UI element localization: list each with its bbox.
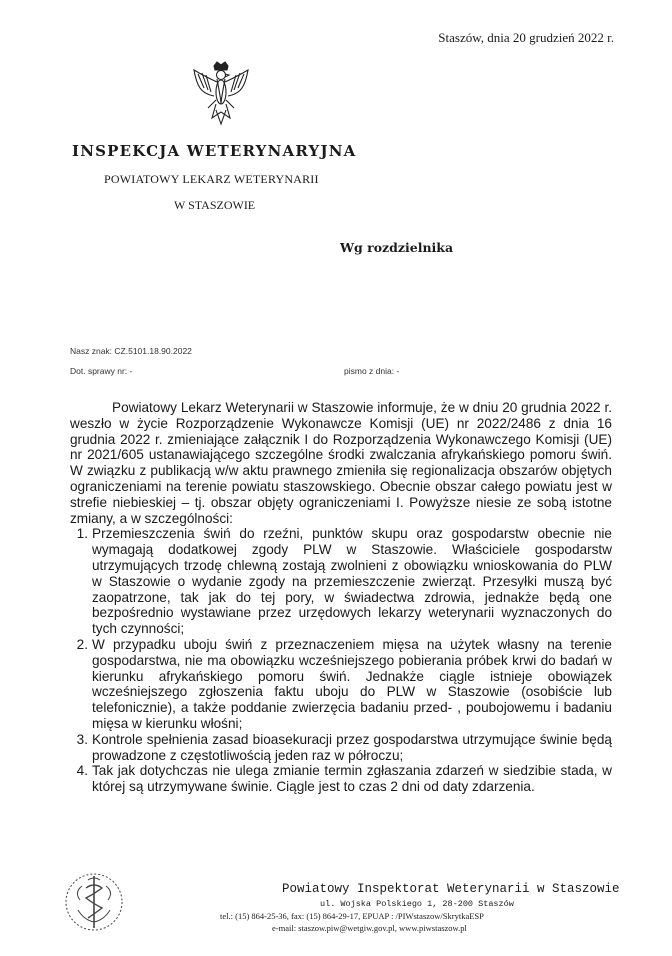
footer-email: e-mail: staszow.piw@wetgiw.gov.pl, www.piwstaszow.pl	[272, 923, 467, 933]
list-item	[70, 637, 612, 732]
list-item	[70, 732, 612, 764]
polish-eagle-emblem	[190, 60, 252, 130]
office-name: POWIATOWY LEKARZ WETERYNARII	[104, 172, 319, 186]
case-reference: Dot. sprawy nr: -	[70, 366, 133, 376]
recipient-line: Wg rozdzielnika	[340, 240, 454, 255]
list-text: W przypadku uboju świń z przeznaczeniem mięsa na użytek własny na terenie gospodarstwa, nie ma obowiązku wcześniejszego pobierania próbek krwi do badań w kierunku afrykańskiego pomoru świń. Jednakże ciągle istnieje obowiązek wcześniejszego zgłoszenia faktu uboju do PLW w Staszowie (osobiście lub telefonicznie), a także poddanie zwierzęcia badaniu przed- , poubojowemu i badaniu mięsa w kierunku włośni;	[92, 636, 612, 731]
footer-organization: Powiatowy Inspektorat Weterynarii w Staszowie	[282, 882, 620, 896]
list-text: Przemieszczenia świń do rzeźni, punktów skupu oraz gospodarstw obecnie nie wymagają dodatkowej zgody PLW w Staszowie. Właściciele gospodarstw utrzymujących trzodę chlewną zostają zwolnieni z obowiązku wnioskowania do PLW w Staszowie o wydanie zgody na przemieszczenie zwierząt. Przesyłki muszą być zaopatrzone, tak jak do tej pory, w świadectwa zdrowia, jednakże będą one bezpośrednio wystawiane przez urzędowych lekarzy weterynarii wyznaczonych do tych czynności;	[92, 526, 612, 637]
footer-contact: tel.: (15) 864-25-36, fax: (15) 864-29-17, EPUAP : /PIWstaszow/SkrytkaESP	[220, 911, 484, 921]
footer-address: ul. Wojska Polskiego 1, 28-200 Staszów	[320, 899, 514, 909]
list-item	[70, 763, 612, 795]
date-line: Staszów, dnia 20 grudzień 2022 r.	[438, 30, 614, 45]
list-number: 2.	[76, 636, 88, 652]
letter-reference: pismo z dnia: -	[344, 366, 400, 376]
office-location: W STASZOWIE	[174, 198, 256, 212]
list-text: Tak jak dotychczas nie ulega zmianie termin zgłaszania zdarzeń w siedzibie stada, w której są utrzymywane świnie. Ciągle jest to czas 2 dni od daty zdarzenia.	[92, 763, 612, 795]
our-reference: Nasz znak: CZ.5101.18.90.2022	[70, 346, 192, 356]
list-text: Kontrole spełnienia zasad bioasekuracji przez gospodarstwa utrzymujące świnie będą prowadzone z częstotliwością jeden raz w półroczu;	[92, 731, 612, 763]
changes-list	[70, 526, 612, 795]
letter-body	[70, 400, 612, 795]
list-number: 4.	[76, 763, 88, 779]
institution-name: INSPEKCJA WETERYNARYJNA	[72, 142, 357, 160]
veterinary-caduceus-logo	[64, 870, 124, 934]
list-number: 1.	[76, 526, 88, 542]
intro-paragraph: Powiatowy Lekarz Weterynarii w Staszowie informuje, że w dniu 20 grudnia 2022 r. weszło w życie Rozporządzenie Wykonawcze Komisji (UE) nr 2022/2486 z dnia 16 grudnia 2022 r. zmieniające załącznik I do Rozporządzenia Wykonawczego Komisji (UE) nr 2021/605 ustanawiającego szczególne środki zwalczania afrykańskiego pomoru świń. W związku z publikacją w/w aktu prawnego zmieniła się regionalizacja obszarów objętych ograniczeniami na terenie powiatu staszowskiego. Obecnie obszar całego powiatu jest w strefie niebieskiej – tj. obszar objęty ograniczeniami I. Powyższe niesie ze sobą istotne zmiany, a w szczególności:	[70, 400, 612, 526]
list-number: 3.	[76, 731, 88, 747]
list-item	[70, 526, 612, 637]
letterhead-footer	[60, 868, 620, 938]
